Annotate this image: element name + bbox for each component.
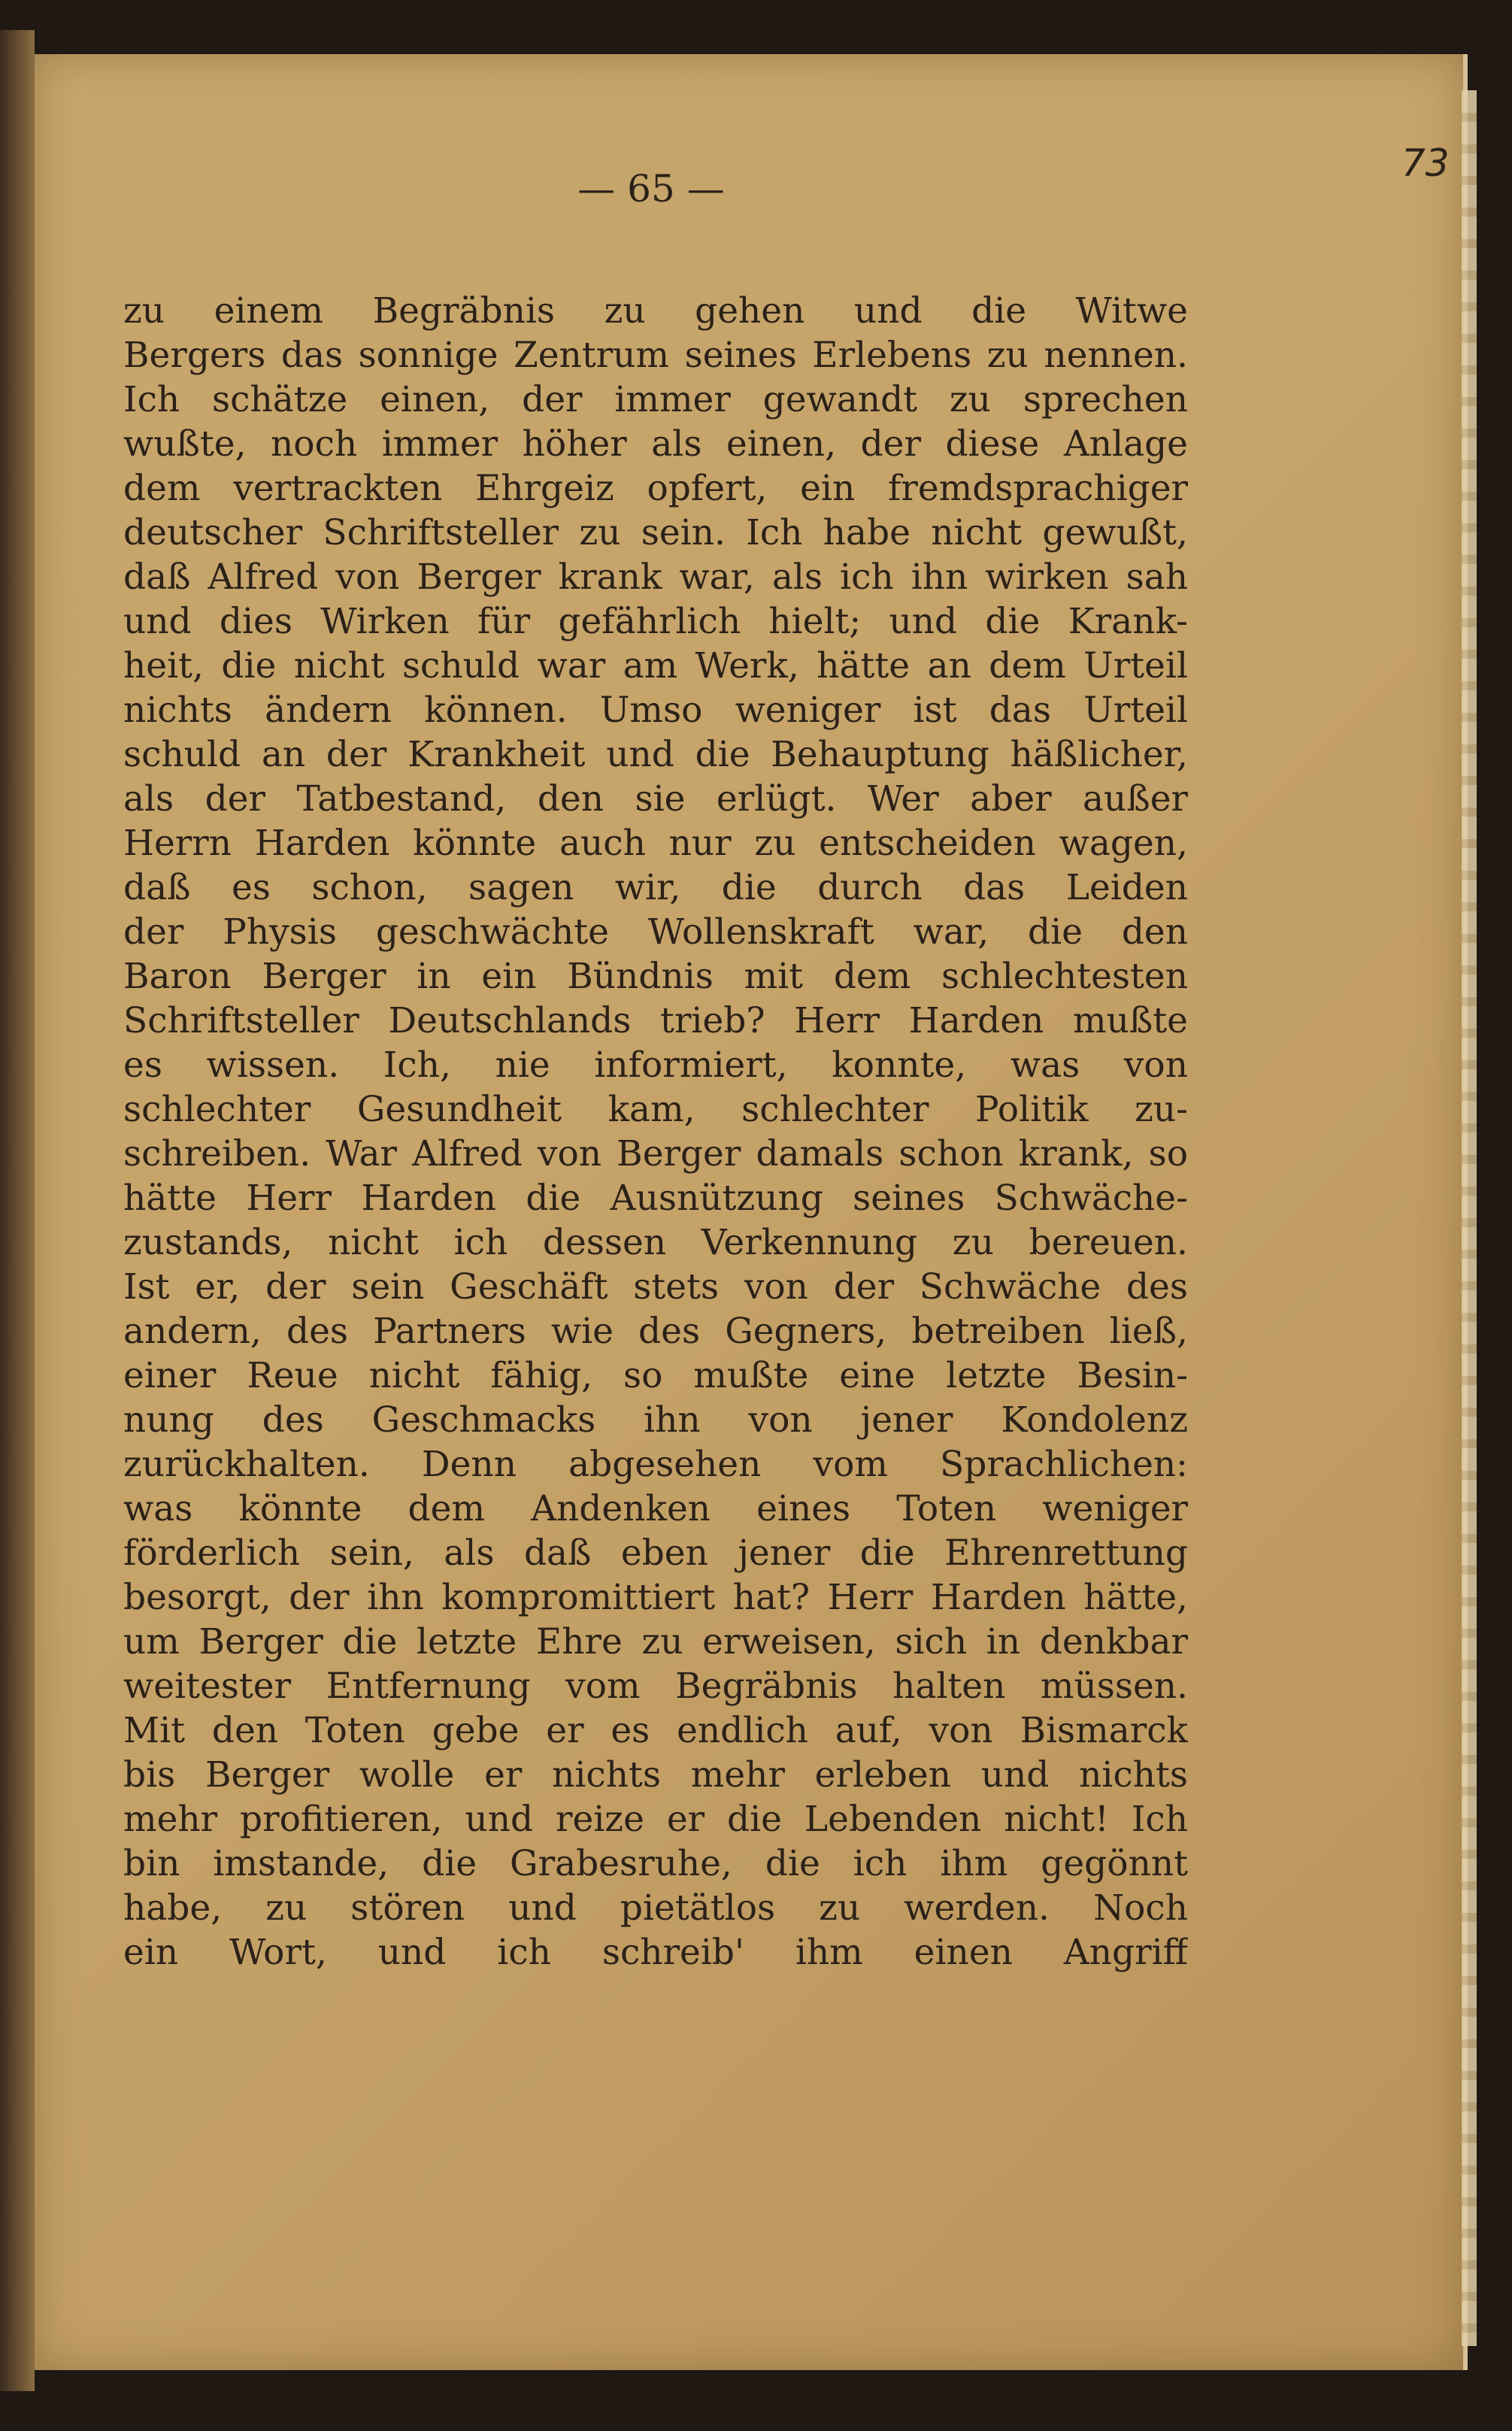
page-number: — 65 —	[577, 167, 725, 211]
text-line: einer Reue nicht fähig, so mußte eine letzte Besin-	[123, 1355, 1188, 1396]
book-gutter	[0, 30, 35, 2391]
text-line: und dies Wirken für gefährlich hielt; und die Krank-	[123, 601, 1188, 642]
text-line: nung des Geschmacks ihn von jener Kondolenz	[123, 1399, 1188, 1441]
text-line: schlechter Gesundheit kam, schlechter Politik zu-	[123, 1089, 1188, 1130]
text-line: weitester Entfernung vom Begräbnis halten müssen.	[123, 1666, 1188, 1707]
text-line: ein Wort, und ich schreib' ihm einen Angriff	[123, 1932, 1188, 1973]
text-line: Herrn Harden könnte auch nur zu entscheiden wagen,	[123, 823, 1188, 864]
text-line: andern, des Partners wie des Gegners, betreiben ließ,	[123, 1311, 1188, 1352]
text-line: mehr profitieren, und reize er die Lebenden nicht! Ich	[123, 1799, 1188, 1840]
text-line: Baron Berger in ein Bündnis mit dem schlechtesten	[123, 956, 1188, 997]
text-line: daß Alfred von Berger krank war, als ich ihn wirken sah	[123, 556, 1188, 598]
text-line: zustands, nicht ich dessen Verkennung zu bereuen.	[123, 1222, 1188, 1263]
text-line: förderlich sein, als daß eben jener die Ehrenrettung	[123, 1532, 1188, 1574]
book-page	[35, 54, 1468, 2370]
text-line: Ist er, der sein Geschäft stets von der Schwäche des	[123, 1266, 1188, 1308]
text-line: schuld an der Krankheit und die Behauptung häßlicher,	[123, 734, 1188, 775]
text-line: es wissen. Ich, nie informiert, konnte, was von	[123, 1044, 1188, 1086]
text-line: dem vertrackten Ehrgeiz opfert, ein fremdsprachiger	[123, 468, 1188, 509]
page-edge	[1462, 90, 1477, 2346]
text-line: zu einem Begräbnis zu gehen und die Witwe	[123, 290, 1188, 332]
text-line: heit, die nicht schuld war am Werk, hätte an dem Urteil	[123, 645, 1188, 687]
text-line: als der Tatbestand, den sie erlügt. Wer aber außer	[123, 778, 1188, 820]
text-line: bin imstande, die Grabesruhe, die ich ihm gegönnt	[123, 1843, 1188, 1884]
text-line: bis Berger wolle er nichts mehr erleben und nichts	[123, 1754, 1188, 1796]
text-line: schreiben. War Alfred von Berger damals schon krank, so	[123, 1133, 1188, 1175]
text-line: Ich schätze einen, der immer gewandt zu sprechen	[123, 379, 1188, 420]
text-line: der Physis geschwächte Wollenskraft war, die den	[123, 911, 1188, 953]
text-line: wußte, noch immer höher als einen, der diese Anlage	[123, 423, 1188, 465]
text-line: hätte Herr Harden die Ausnützung seines Schwäche-	[123, 1178, 1188, 1219]
text-line: nichts ändern können. Umso weniger ist das Urteil	[123, 690, 1188, 731]
text-line: Bergers das sonnige Zentrum seines Erlebens zu nennen.	[123, 335, 1188, 376]
text-line: habe, zu stören und pietätlos zu werden. Noch	[123, 1887, 1188, 1929]
text-line: daß es schon, sagen wir, die durch das Leiden	[123, 867, 1188, 908]
text-line: besorgt, der ihn kompromittiert hat? Herr Harden hätte,	[123, 1577, 1188, 1618]
text-line: deutscher Schriftsteller zu sein. Ich habe nicht gewußt,	[123, 512, 1188, 553]
text-line: um Berger die letzte Ehre zu erweisen, sich in denkbar	[123, 1621, 1188, 1663]
text-line: zurückhalten. Denn abgesehen vom Sprachlichen:	[123, 1444, 1188, 1485]
body-text	[123, 289, 1188, 1975]
text-line: Mit den Toten gebe er es endlich auf, von Bismarck	[123, 1710, 1188, 1751]
text-line: Schriftsteller Deutschlands trieb? Herr Harden mußte	[123, 1000, 1188, 1041]
text-line: was könnte dem Andenken eines Toten weniger	[123, 1488, 1188, 1529]
handwritten-archive-number: 73	[1401, 141, 1450, 185]
